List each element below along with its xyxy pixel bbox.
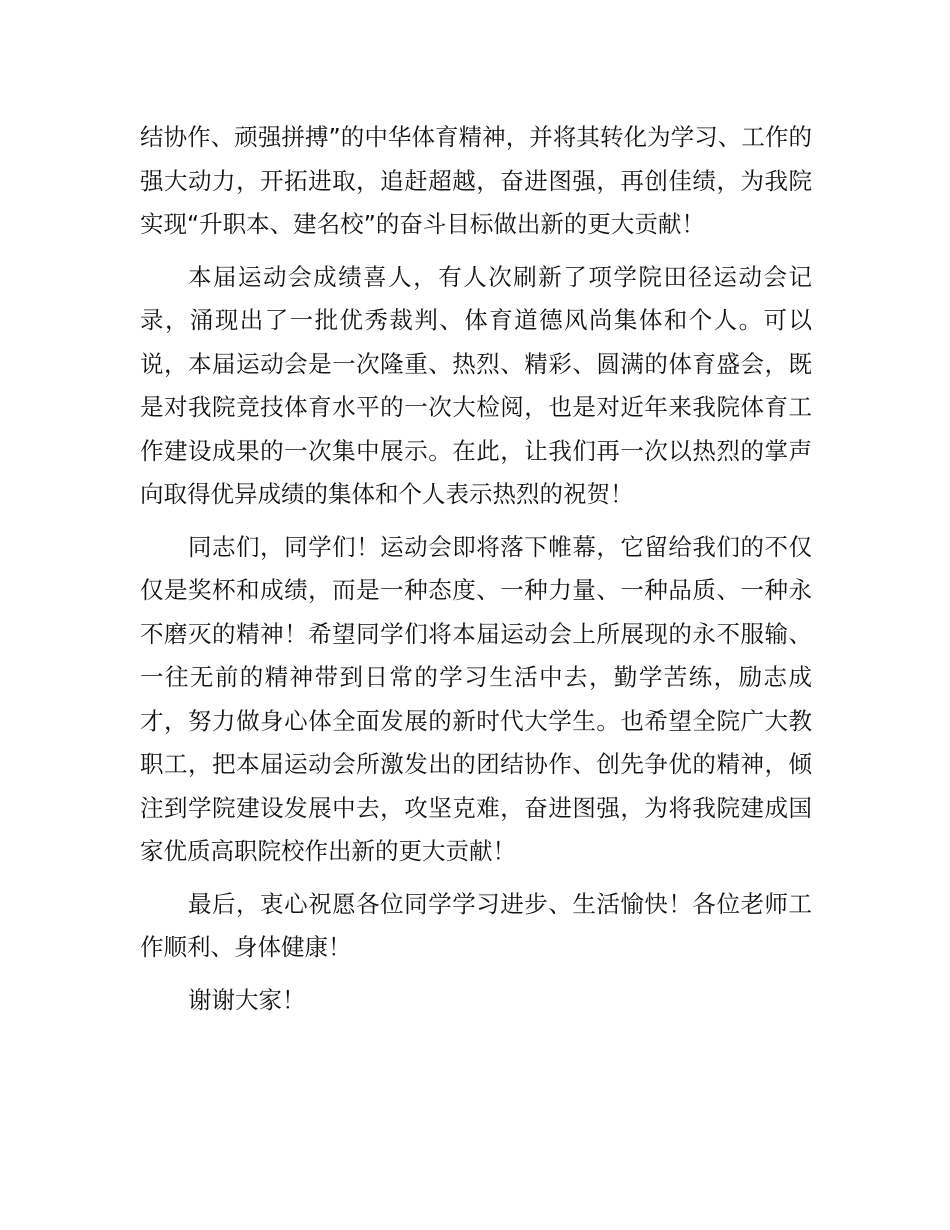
paragraph-continued: 结协作、顽强拼搏”的中华体育精神，并将其转化为学习、工作的强大动力，开拓进取，追赶超越，奋进图强，再创佳绩，为我院实现“升职本、建名校”的奋斗目标做出新的更大贡献！ [140,123,812,238]
paragraph-results: 本届运动会成绩喜人，有人次刷新了项学院田径运动会记录，涌现出了一批优秀裁判、体育道德风尚集体和个人。可以说，本届运动会是一次隆重、热烈、精彩、圆满的体育盛会，既是对我院竞技体育水平的一次大检阅，也是对近年来我院体育工作建设成果的一次集中展示。在此，让我们再一次以热烈的掌声向取得优异成绩的集体和个人表示热烈的祝贺！ [140,262,812,508]
document-body [140,116,812,1031]
paragraph-closing-hopes: 同志们，同学们！运动会即将落下帷幕，它留给我们的不仅仅是奖杯和成绩，而是一种态度、一种力量、一种品质、一种永不磨灭的精神！希望同学们将本届运动会上所展现的永不服输、一往无前的精神带到日常的学习生活中去，勤学苦练，励志成才，努力做身心体全面发展的新时代大学生。也希望全院广大教职工，把本届运动会所激发出的团结协作、创先争优的精神，倾注到学院建设发展中去，攻坚克难，奋进图强，为将我院建成国家优质高职院校作出新的更大贡献！ [140,532,812,865]
paragraph-wishes: 最后，衷心祝愿各位同学学习进步、生活愉快！各位老师工作顺利、身体健康！ [140,889,812,961]
paragraph-thanks: 谢谢大家！ [188,985,306,1014]
